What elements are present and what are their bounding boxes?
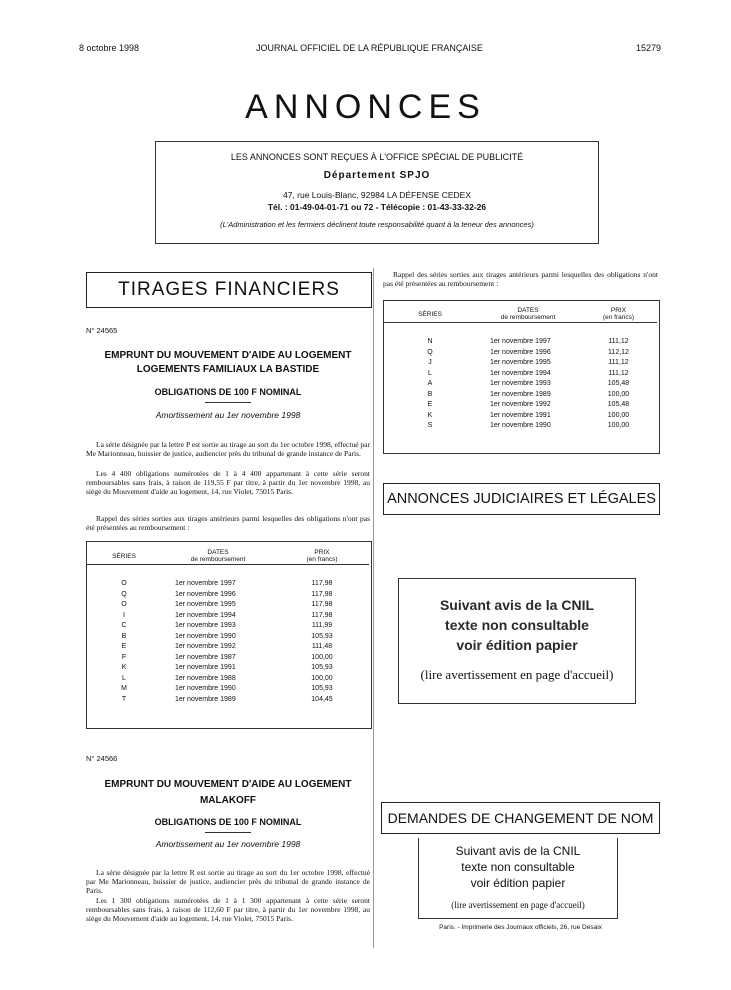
date-cell: 1er novembre 1997 [490, 338, 551, 345]
price-cell: 105,93 [311, 632, 333, 640]
price-cell: 104,45 [311, 695, 333, 703]
notice-paragraph: Rappel des séries sorties aux tirages antérieurs parmi lesquelles des obligations n'ont pas été présentées au remboursement : [383, 270, 658, 288]
office-box [155, 141, 599, 244]
table-row [87, 642, 369, 653]
series-table [87, 548, 369, 705]
table-row [384, 358, 657, 369]
cnil-notice-box [398, 578, 636, 704]
header-date: 8 octobre 1998 [79, 43, 140, 53]
price-cell: 111,99 [311, 622, 333, 629]
date-cell: 1er novembre 1987 [175, 653, 236, 661]
notice-number: N° 24565 [86, 326, 118, 335]
cnil-line: texte non consultable [461, 860, 575, 874]
price-cell: 100,00 [311, 674, 333, 682]
price-cell: 117,98 [311, 601, 333, 608]
table-row [87, 674, 369, 685]
notice-title: EMPRUNT DU MOUVEMENT D'AIDE AU LOGEMENT [104, 779, 352, 790]
judiciaires-heading: ANNONCES JUDICIAIRES ET LÉGALES [383, 483, 660, 515]
column-header-dates [161, 548, 275, 565]
series-cell: B [121, 632, 127, 640]
series-cell: O [121, 580, 127, 587]
price-cell: 111,12 [608, 359, 629, 366]
price-cell: 111,12 [608, 369, 629, 377]
dates-sublabel: de remboursement [500, 314, 556, 321]
amortissement: Amortissement au 1er novembre 1998 [155, 410, 301, 420]
date-cell: 1er novembre 1991 [490, 411, 551, 419]
prix-sublabel: (en francs) [602, 314, 635, 321]
price-cell: 117,98 [311, 611, 333, 619]
page-title: ANNONCES [245, 88, 486, 126]
date-cell: 1er novembre 1993 [175, 622, 236, 629]
column-header-prix [580, 306, 657, 323]
series-cell: T [121, 695, 127, 703]
tirages-heading: TIRAGES FINANCIERS [86, 272, 372, 308]
series-cell: S [427, 422, 433, 429]
prix-label: PRIX [314, 549, 330, 556]
table-row [87, 653, 369, 664]
table-row [384, 411, 657, 422]
notice-subtitle: MALAKOFF [199, 795, 257, 806]
series-cell: M [121, 685, 127, 692]
price-cell: 112,12 [608, 348, 629, 356]
notice-paragraph: Les 4 400 obligations numérotées de 1 à 4 400 appartenant à cette série seront remboursables sans frais, à raison de 119,55 F par titre, à partir du 1er novembre 1998, au siège du Mouvement d'aide au logement, 14, rue Violet, 75015 Paris. [86, 469, 370, 496]
series-cell: Q [121, 590, 127, 598]
date-cell: 1er novembre 1990 [175, 685, 236, 692]
series-cell: A [427, 380, 433, 387]
column-divider [373, 268, 374, 948]
table-row [87, 695, 369, 706]
series-table [384, 306, 657, 432]
dates-label: DATES [517, 307, 539, 314]
cnil-notice-box [418, 838, 618, 919]
date-cell: 1er novembre 1994 [490, 369, 551, 377]
series-cell: C [121, 622, 127, 629]
series-cell: E [427, 401, 433, 408]
price-cell: 111,48 [311, 643, 333, 650]
notice-paragraph: La série désignée par la lettre R est sortie au tirage au sort du 1er octobre 1998, effectué par Me Marionneau, huissier de justice, audiencier près du tribunal de grande instance de Paris. [86, 868, 370, 895]
printer-imprint: Paris. - Imprimerie des Journaux officiels, 26, rue Desaix [439, 924, 602, 931]
cnil-line: voir édition papier [470, 876, 566, 890]
price-cell: 100,00 [607, 390, 630, 398]
table-row [384, 421, 657, 432]
obligations-label: OBLIGATIONS DE 100 F NOMINAL [154, 817, 302, 827]
date-cell: 1er novembre 1988 [175, 674, 236, 682]
table-row [87, 611, 369, 622]
price-cell: 105,48 [607, 401, 630, 408]
price-cell: 105,93 [311, 685, 333, 692]
date-cell: 1er novembre 1991 [175, 664, 236, 671]
price-cell: 111,12 [608, 338, 629, 345]
header-journal: JOURNAL OFFICIEL DE LA RÉPUBLIQUE FRANÇAISE [256, 43, 483, 53]
office-line: LES ANNONCES SONT REÇUES À L'OFFICE SPÉCIAL DE PUBLICITÉ [230, 152, 524, 162]
column-header-dates [476, 306, 580, 323]
header-page-number: 15279 [636, 43, 662, 53]
series-cell: N [427, 338, 433, 345]
notice-number: N° 24566 [86, 754, 118, 763]
notice-subtitle: LOGEMENTS FAMILIAUX LA BASTIDE [136, 364, 320, 375]
column-header-series: SÉRIES [384, 306, 476, 323]
table-row [384, 400, 657, 411]
date-cell: 1er novembre 1995 [175, 601, 236, 608]
table-row [87, 590, 369, 601]
price-cell: 100,00 [311, 653, 333, 661]
table-row [384, 348, 657, 359]
column-header-series: SÉRIES [87, 548, 161, 565]
price-cell: 117,98 [311, 580, 333, 587]
table-row [87, 663, 369, 674]
notice-title: EMPRUNT DU MOUVEMENT D'AIDE AU LOGEMENT [104, 350, 352, 361]
office-address: 47, rue Louis-Blanc, 92984 LA DÉFENSE CEDEX [282, 190, 472, 200]
price-cell: 105,93 [311, 664, 333, 671]
date-cell: 1er novembre 1994 [175, 611, 236, 619]
cnil-note: (lire avertissement en page d'accueil) [451, 900, 585, 910]
dates-label: DATES [207, 549, 229, 556]
date-cell: 1er novembre 1993 [490, 380, 551, 387]
prix-sublabel: (en francs) [306, 556, 338, 563]
office-disclaimer: (L'Administration et les fermiers déclinent toute responsabilité quant à la teneur des annonces) [220, 220, 534, 229]
date-cell: 1er novembre 1996 [175, 590, 236, 598]
cnil-line: voir édition papier [456, 637, 578, 653]
table-row [384, 379, 657, 390]
series-cell: F [121, 653, 127, 661]
series-cell: K [427, 411, 433, 419]
table-row [87, 600, 369, 611]
price-cell: 117,98 [311, 590, 333, 598]
changement-heading: DEMANDES DE CHANGEMENT DE NOM [381, 802, 660, 834]
column-header-prix [275, 548, 369, 565]
table-row [384, 323, 657, 348]
series-cell: J [428, 359, 432, 366]
series-cell: K [121, 664, 127, 671]
divider [205, 832, 251, 833]
date-cell: 1er novembre 1990 [175, 632, 236, 640]
obligations-label: OBLIGATIONS DE 100 F NOMINAL [154, 387, 302, 397]
series-cell: L [428, 369, 432, 377]
table-row [87, 684, 369, 695]
series-cell: E [121, 643, 127, 650]
divider [205, 402, 251, 403]
date-cell: 1er novembre 1990 [490, 422, 551, 429]
series-cell: O [121, 601, 127, 608]
cnil-note: (lire avertissement en page d'accueil) [420, 667, 614, 682]
table-row [384, 369, 657, 380]
date-cell: 1er novembre 1992 [490, 401, 551, 408]
office-telephone: Tél. : 01-49-04-01-71 ou 72 - Télécopie : 01-43-33-32-26 [267, 202, 487, 212]
table-row [87, 621, 369, 632]
prix-label: PRIX [610, 307, 627, 314]
date-cell: 1er novembre 1989 [175, 695, 236, 703]
date-cell: 1er novembre 1995 [490, 359, 551, 366]
date-cell: 1er novembre 1989 [490, 390, 551, 398]
table-row [87, 565, 369, 590]
table-row [87, 632, 369, 643]
cnil-line: texte non consultable [445, 617, 589, 633]
notice-paragraph: Rappel des séries sorties aux tirages antérieurs parmi lesquelles des obligations n'ont pas été présentées au remboursement : [86, 514, 370, 532]
price-cell: 100,00 [607, 422, 630, 429]
price-cell: 105,48 [607, 380, 630, 387]
notice-paragraph: Les 1 300 obligations numérotées de 1 à 1 300 appartenant à cette série seront remboursables sans frais, à raison de 112,60 F par titre, à partir du 1er novembre 1998, au siège du Mouvement d'aide au logement, 14, rue Violet, 75015 Paris. [86, 896, 370, 923]
dates-sublabel: de remboursement [190, 556, 246, 563]
series-cell: L [122, 674, 126, 682]
series-cell: Q [427, 348, 433, 356]
price-cell: 100,00 [607, 411, 630, 419]
series-cell: I [123, 611, 125, 619]
amortissement: Amortissement au 1er novembre 1998 [155, 839, 301, 849]
date-cell: 1er novembre 1996 [490, 348, 551, 356]
table-row [384, 390, 657, 401]
cnil-line: Suivant avis de la CNIL [455, 844, 581, 858]
date-cell: 1er novembre 1992 [175, 643, 236, 650]
notice-paragraph: La série désignée par la lettre P est sortie au tirage au sort du 1er octobre 1998, effectué par Me Marionneau, huissier de justice, audiencier près du tribunal de grande instance de Paris. [86, 440, 370, 458]
cnil-line: Suivant avis de la CNIL [439, 597, 595, 613]
office-department: Département SPJO [323, 170, 431, 181]
series-cell: B [427, 390, 433, 398]
date-cell: 1er novembre 1997 [175, 580, 236, 587]
